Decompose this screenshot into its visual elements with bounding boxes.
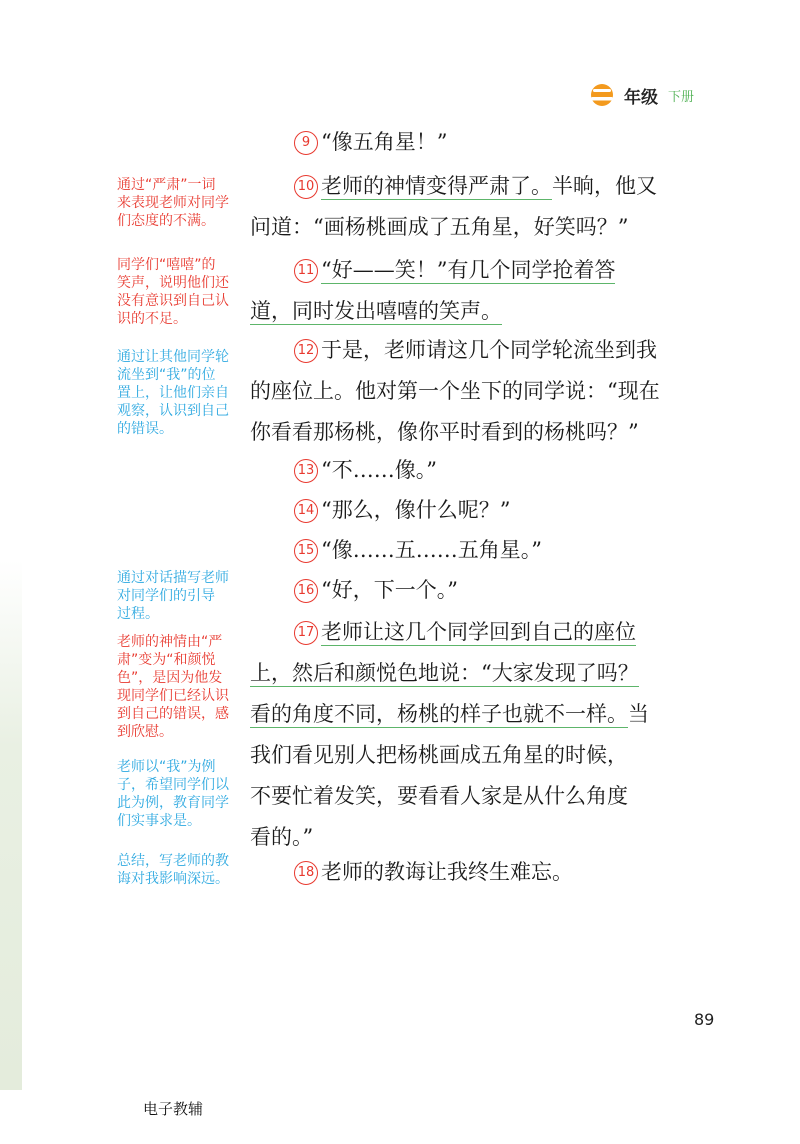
paragraph-number: 18 — [294, 861, 318, 885]
page-number: 89 — [694, 1010, 715, 1029]
left-margin-strip — [0, 560, 22, 1090]
paragraph-11: 11 “好——笑！”有几个同学抢着答 道，同时发出嘻嘻的笑声。 — [250, 258, 616, 323]
paragraph-10: 10 老师的神情变得严肃了。半晌，他又 问道：“画杨桃画成了五角星，好笑吗？” — [250, 174, 657, 239]
paragraph-number: 12 — [294, 339, 318, 363]
paragraph-9: 9 “像五角星！” — [250, 122, 710, 163]
margin-note: 老师的神情由“严 肃”变为“和颜悦 色”，是因为他发 现同学们已经认识 到自己的错误，感 到欣慰。 — [117, 634, 229, 740]
grade-label: 年级 — [624, 87, 658, 108]
grade-two-icon — [588, 83, 616, 107]
margin-note: 通过“严肃”一词 来表现老师对同学 们态度的不满。 — [117, 177, 229, 229]
margin-note: 通过对话描写老师 对同学们的引导 过程。 — [117, 570, 229, 622]
paragraph-17: 17 老师让这几个同学回到自己的座位 上，然后和颜悦色地说：“大家发现了吗？ 看的角度不同，杨桃的样子也就不一样。当 我们看见别人把杨桃画成五角星的时候， 不要忙着发笑，要看看人家是从什么角度 看的。” — [250, 620, 649, 849]
paragraph-number: 11 — [294, 259, 318, 283]
margin-note: 老师以“我”为例 子，希望同学们以 此为例，教育同学 们实事求是。 — [117, 759, 229, 829]
paragraph-16: 16 “好，下一个。” — [250, 570, 710, 611]
paragraph-15: 15 “像……五……五角星。” — [250, 530, 710, 571]
paragraph-number: 10 — [294, 175, 318, 199]
paragraph-14: 14 “那么，像什么呢？” — [250, 490, 710, 531]
paragraph-number: 14 — [294, 499, 318, 523]
paragraph-number: 13 — [294, 459, 318, 483]
paragraph-number: 15 — [294, 539, 318, 563]
margin-note: 总结，写老师的教 诲对我影响深远。 — [117, 853, 229, 887]
paragraph-number: 16 — [294, 579, 318, 603]
margin-note: 同学们“嘻嘻”的 笑声，说明他们还 没有意识到自己认 识的不足。 — [117, 257, 229, 327]
footer-label: 电子教辅 — [143, 1100, 204, 1118]
paragraph-number: 9 — [294, 131, 318, 155]
paragraph-18: 18 老师的教诲让我终生难忘。 — [250, 852, 710, 893]
paragraph-12: 12 于是，老师请这几个同学轮流坐到我 的座位上。他对第一个坐下的同学说：“现在 你看看那杨桃，像你平时看到的杨桃吗？” — [250, 338, 660, 444]
margin-note: 通过让其他同学轮 流坐到“我”的位 置上，让他们亲自 观察，认识到自己 的错误。 — [117, 349, 229, 437]
paragraph-13: 13 “不……像。” — [250, 450, 710, 491]
page-header — [588, 80, 694, 110]
paragraph-number: 17 — [294, 621, 318, 645]
term-label: 下册 — [668, 89, 695, 105]
